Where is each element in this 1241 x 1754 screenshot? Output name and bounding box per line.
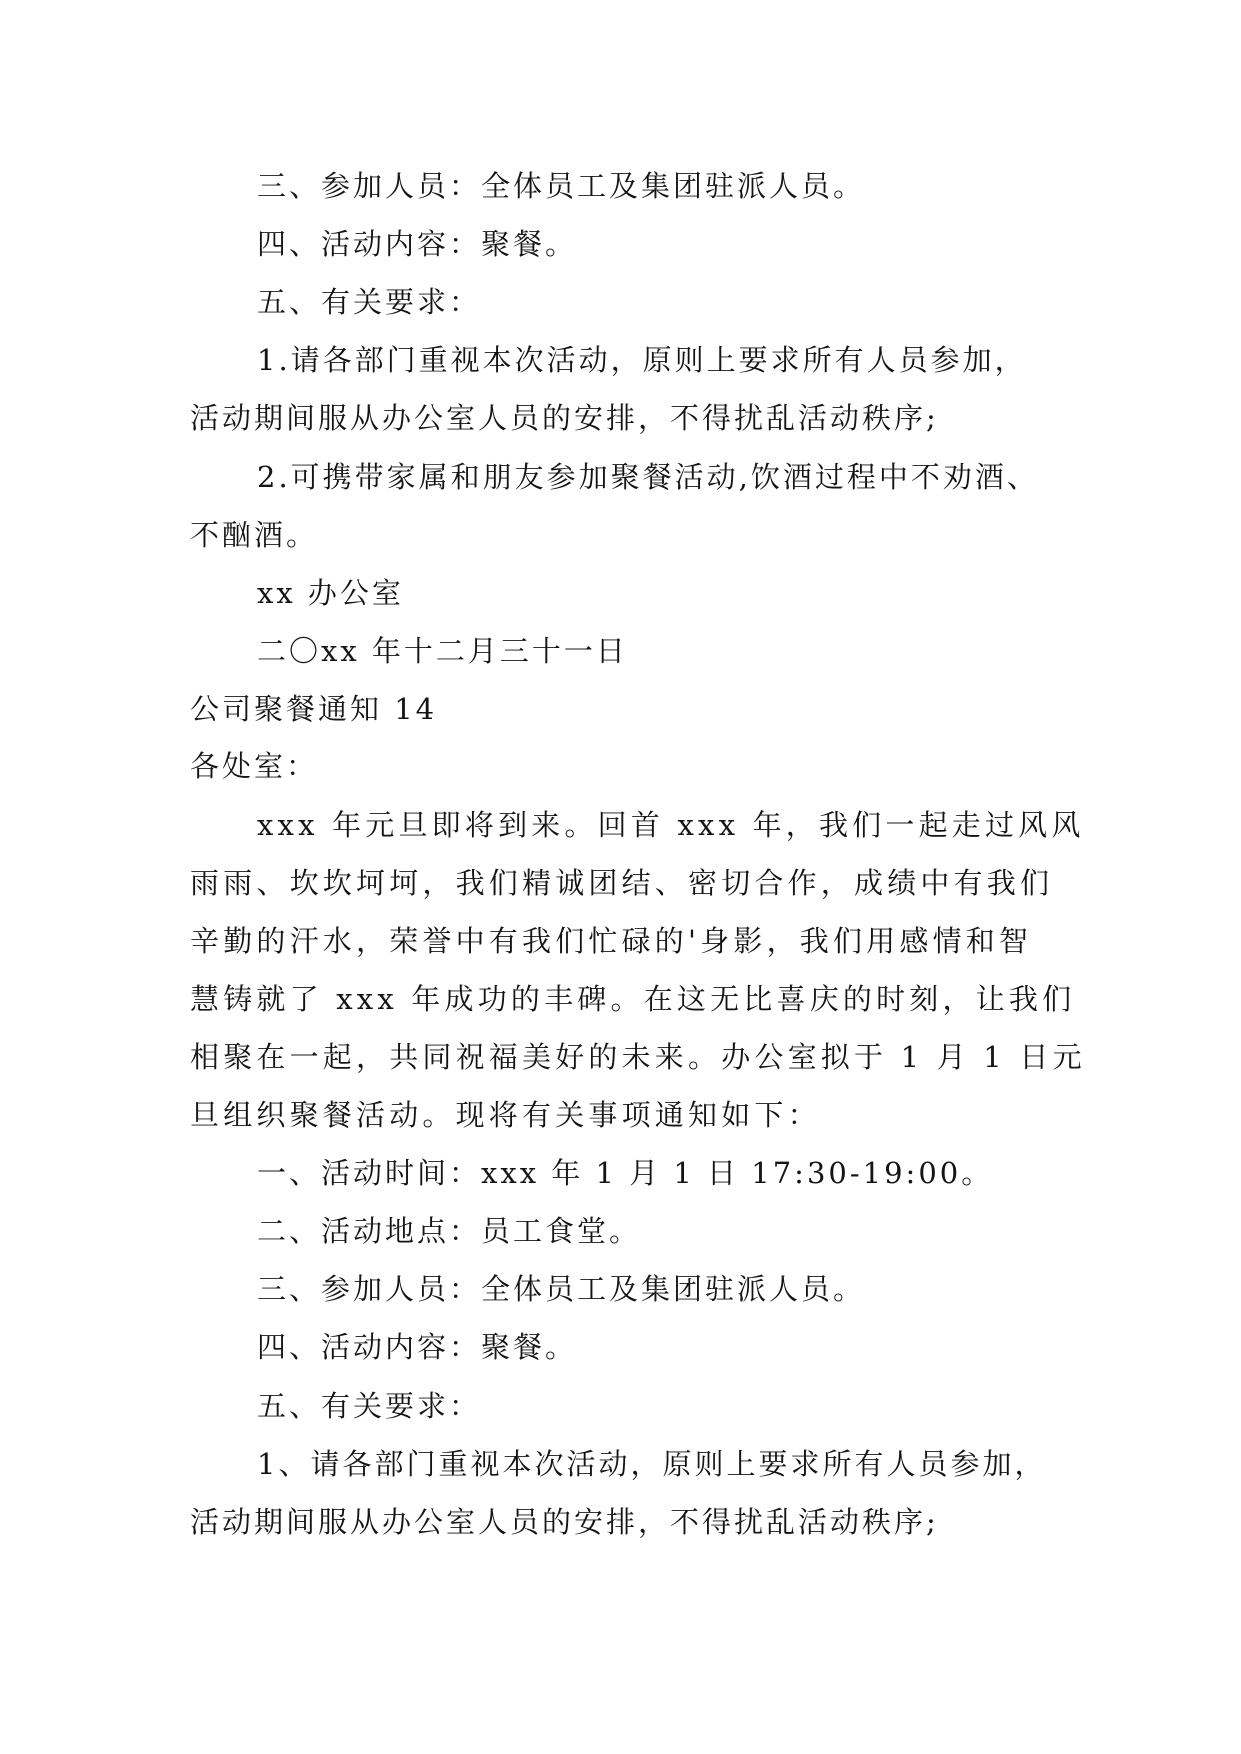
salutation: 各处室：: [190, 749, 319, 783]
body-line: xxx 年元旦即将到来。回首 xxx 年，我们一起走过风风: [257, 808, 1085, 842]
body-line: 雨雨、坎坎坷坷，我们精诚团结、密切合作，成绩中有我们: [190, 866, 1054, 900]
body-line: 相聚在一起，共同祝福美好的未来。办公室拟于 1 月 1 日元: [190, 1040, 1086, 1074]
requirements-heading: 五、有关要求：: [257, 285, 482, 319]
activity-content-item: 四、活动内容：聚餐。: [257, 1330, 578, 1364]
requirement-1-line-1: 1、请各部门重视本次活动，原则上要求所有人员参加，: [257, 1447, 1047, 1481]
body-line: 慧铸就了 xxx 年成功的丰碑。在这无比喜庆的时刻，让我们: [190, 982, 1076, 1016]
signature-office: xx 办公室: [257, 576, 404, 610]
requirement-1-line-1: 1.请各部门重视本次活动，原则上要求所有人员参加，: [257, 343, 1027, 377]
signature-date: 二〇xx 年十二月三十一日: [257, 634, 628, 668]
activity-time-item: 一、活动时间：xxx 年 1 月 1 日 17:30-19:00。: [257, 1156, 994, 1190]
notice-title: 公司聚餐通知 14: [190, 692, 438, 726]
participants-item: 三、参加人员：全体员工及集团驻派人员。: [257, 169, 866, 203]
requirement-1-line-2: 活动期间服从办公室人员的安排，不得扰乱活动秩序;: [190, 401, 939, 435]
activity-content-item: 四、活动内容：聚餐。: [257, 227, 578, 261]
requirement-2-line-2: 不酗酒。: [190, 518, 319, 552]
participants-item: 三、参加人员：全体员工及集团驻派人员。: [257, 1272, 866, 1306]
body-line: 旦组织聚餐活动。现将有关事项通知如下：: [190, 1098, 821, 1132]
requirement-2-line-1: 2.可携带家属和朋友参加聚餐活动,饮酒过程中不劝酒、: [257, 460, 1039, 494]
requirements-heading: 五、有关要求：: [257, 1389, 482, 1423]
requirement-1-line-2: 活动期间服从办公室人员的安排，不得扰乱活动秩序;: [190, 1505, 939, 1539]
body-line: 辛勤的汗水，荣誉中有我们忙碌的'身影，我们用感情和智: [190, 924, 1033, 958]
activity-location-item: 二、活动地点：员工食堂。: [257, 1214, 642, 1248]
